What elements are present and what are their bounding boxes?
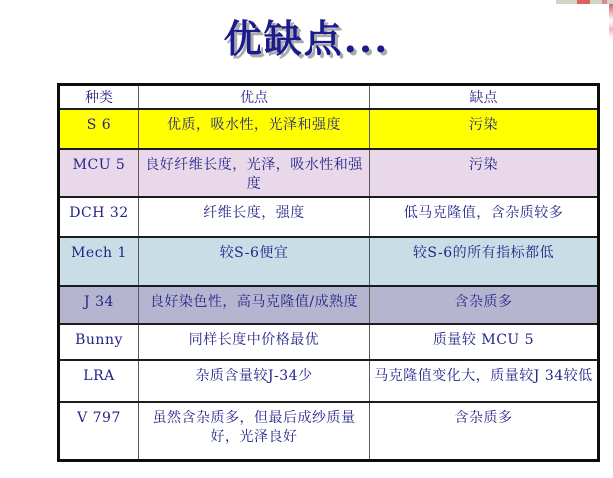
cell-cons: 低马克隆值，含杂质较多 (370, 197, 599, 237)
table-header-row (59, 85, 599, 110)
cell-pros: 良好染色性，高马克隆值/成熟度 (139, 286, 370, 324)
table-row-dch32 (59, 197, 599, 237)
cell-cons: 含杂质多 (370, 402, 599, 461)
pros-cons-table (57, 83, 600, 462)
col-header-pros: 优点 (139, 85, 370, 110)
cell-cons: 含杂质多 (370, 286, 599, 324)
cell-pros: 杂质含量较J-34少 (139, 360, 370, 402)
col-header-type: 种类 (59, 85, 139, 110)
cell-type: J 34 (59, 286, 139, 324)
table-row-mcu5 (59, 149, 599, 197)
cell-pros: 优质，吸水性，光泽和强度 (139, 109, 370, 149)
cell-type: Bunny (59, 324, 139, 360)
table-row-v797 (59, 402, 599, 461)
table-row-s6 (59, 109, 599, 149)
cell-cons: 污染 (370, 109, 599, 149)
table-row-mech1 (59, 237, 599, 286)
screen-artifact-top (556, 0, 613, 4)
screen-artifact-red-spot (577, 0, 590, 4)
cell-cons: 马克隆值变化大，质量较J 34较低 (370, 360, 599, 402)
cell-cons: 质量较 MCU 5 (370, 324, 599, 360)
table-row-j34 (59, 286, 599, 324)
cell-type: Mech 1 (59, 237, 139, 286)
cell-type: DCH 32 (59, 197, 139, 237)
col-header-cons: 缺点 (370, 85, 599, 110)
cell-pros: 同样长度中价格最优 (139, 324, 370, 360)
slide-title: 优缺点... (223, 16, 390, 61)
cell-pros: 较S-6便宜 (139, 237, 370, 286)
table-row-lra (59, 360, 599, 402)
screen-artifact-pink-spot (602, 0, 607, 4)
cell-type: MCU 5 (59, 149, 139, 197)
cell-cons: 较S-6的所有指标都低 (370, 237, 599, 286)
cell-cons: 污染 (370, 149, 599, 197)
cell-pros: 良好纤维长度，光泽，吸水性和强度 (139, 149, 370, 197)
table-row-bunny (59, 324, 599, 360)
cell-pros: 虽然含杂质多，但最后成纱质量好，光泽良好 (139, 402, 370, 461)
cell-type: LRA (59, 360, 139, 402)
cell-pros: 纤维长度，强度 (139, 197, 370, 237)
cell-type: S 6 (59, 109, 139, 149)
cell-type: V 797 (59, 402, 139, 461)
